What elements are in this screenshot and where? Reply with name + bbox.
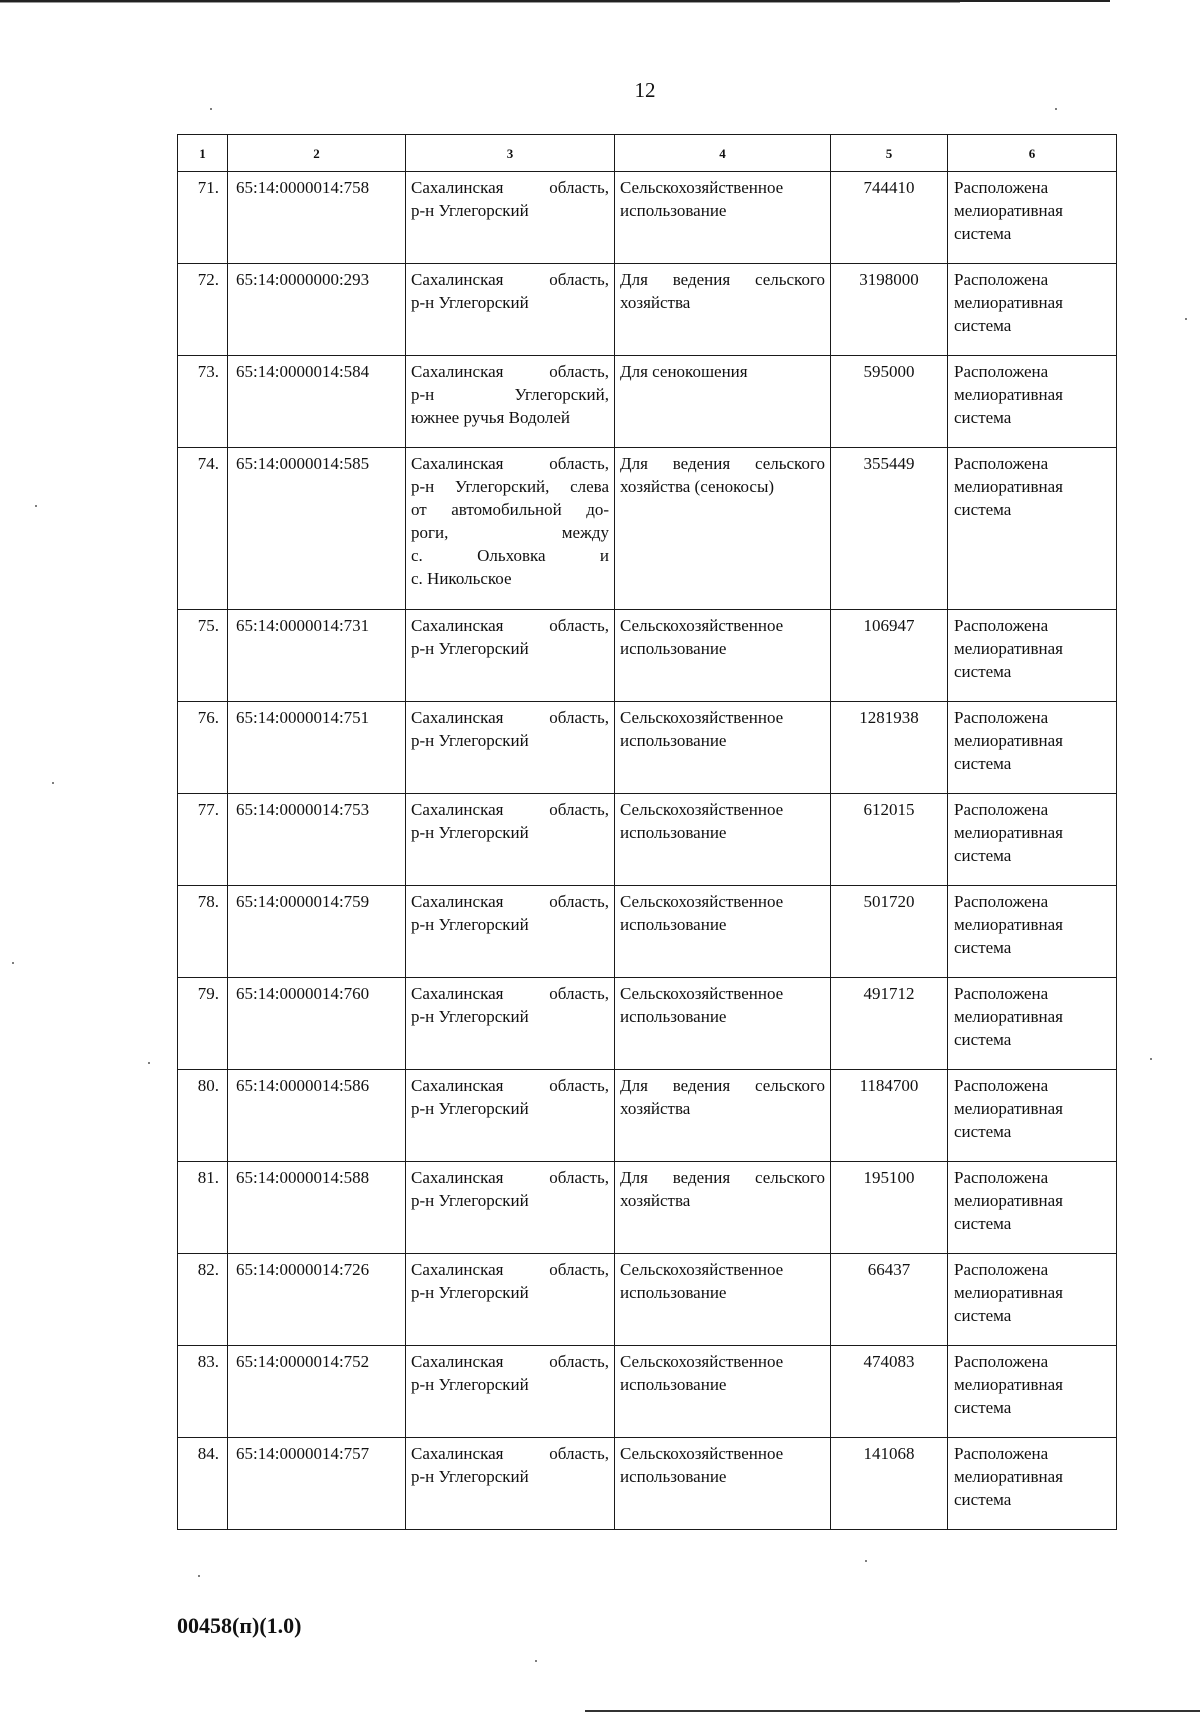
address-line: р-н Углегорский: [411, 293, 529, 312]
note-cell: Расположена мелиоративная система: [948, 448, 1117, 610]
cadastral-number-cell: 65:14:0000014:586: [228, 1070, 406, 1162]
address-line: Сахалинская область,: [411, 708, 609, 727]
row-number-cell: 82.: [178, 1254, 228, 1346]
table-row: [178, 1254, 1117, 1346]
table-row: [178, 356, 1117, 448]
address-line: с. Никольское: [411, 569, 512, 588]
area-cell: 3198000: [831, 264, 948, 356]
address-cell: [406, 1070, 615, 1162]
cadastral-number-cell: 65:14:0000014:588: [228, 1162, 406, 1254]
table-header-row: [178, 135, 1117, 172]
address-line: Сахалинская область,: [411, 984, 609, 1003]
row-number-cell: 84.: [178, 1438, 228, 1530]
permitted-use-cell: Сельскохозяйственное использование: [615, 172, 831, 264]
column-header: 5: [831, 135, 948, 172]
address-line: р-н Углегорский, слева: [411, 477, 609, 496]
row-number-cell: 75.: [178, 610, 228, 702]
table-row: [178, 1070, 1117, 1162]
area-cell: 595000: [831, 356, 948, 448]
row-number-cell: 80.: [178, 1070, 228, 1162]
row-number-cell: 73.: [178, 356, 228, 448]
scan-speck: [1185, 318, 1187, 320]
address-cell: [406, 886, 615, 978]
document-code: 00458(п)(1.0): [177, 1613, 302, 1638]
cadastral-number-cell: 65:14:0000014:751: [228, 702, 406, 794]
cadastral-number-cell: 65:14:0000000:293: [228, 264, 406, 356]
note-cell: Расположена мелиоративная система: [948, 702, 1117, 794]
scan-speck: [1055, 108, 1057, 110]
permitted-use-cell: Для ведения сельского хозяйства (сенокосы): [615, 448, 831, 610]
table-row: [178, 264, 1117, 356]
address-line: р-н Углегорский,: [411, 385, 609, 404]
table-row: [178, 1346, 1117, 1438]
address-cell: [406, 1254, 615, 1346]
address-cell: [406, 264, 615, 356]
row-number-cell: 71.: [178, 172, 228, 264]
cadastral-number-cell: 65:14:0000014:759: [228, 886, 406, 978]
table-row: [178, 172, 1117, 264]
address-cell: [406, 1438, 615, 1530]
table-body: [178, 172, 1117, 1530]
permitted-use-cell: Сельскохозяйственное использование: [615, 886, 831, 978]
note-cell: Расположена мелиоративная система: [948, 1346, 1117, 1438]
scan-speck: [865, 1560, 867, 1562]
row-number-cell: 79.: [178, 978, 228, 1070]
scan-speck: [35, 505, 37, 507]
note-cell: Расположена мелиоративная система: [948, 886, 1117, 978]
address-line: Сахалинская область,: [411, 1444, 609, 1463]
address-line: от автомобильной до-: [411, 500, 609, 519]
address-line: Сахалинская область,: [411, 454, 609, 473]
row-number-cell: 76.: [178, 702, 228, 794]
cadastral-number-cell: 65:14:0000014:731: [228, 610, 406, 702]
scan-speck: [198, 1575, 200, 1577]
cadastral-number-cell: 65:14:0000014:758: [228, 172, 406, 264]
table-row: [178, 448, 1117, 610]
address-line: р-н Углегорский: [411, 1007, 529, 1026]
address-line: Сахалинская область,: [411, 270, 609, 289]
note-cell: Расположена мелиоративная система: [948, 1254, 1117, 1346]
table-row: [178, 978, 1117, 1070]
address-cell: [406, 702, 615, 794]
column-header: 4: [615, 135, 831, 172]
scan-top-edge-line-thin: [0, 2, 960, 3]
permitted-use-cell: Сельскохозяйственное использование: [615, 702, 831, 794]
permitted-use-cell: Сельскохозяйственное использование: [615, 610, 831, 702]
permitted-use-cell: Сельскохозяйственное использование: [615, 1438, 831, 1530]
area-cell: 474083: [831, 1346, 948, 1438]
permitted-use-cell: Для сенокошения: [615, 356, 831, 448]
row-number-cell: 81.: [178, 1162, 228, 1254]
cadastral-number-cell: 65:14:0000014:753: [228, 794, 406, 886]
scan-speck: [1150, 1058, 1152, 1060]
address-cell: [406, 356, 615, 448]
address-line: р-н Углегорский: [411, 823, 529, 842]
table-row: [178, 610, 1117, 702]
address-line: Сахалинская область,: [411, 1352, 609, 1371]
address-line: Сахалинская область,: [411, 892, 609, 911]
address-cell: [406, 1346, 615, 1438]
column-header: 6: [948, 135, 1117, 172]
address-cell: [406, 794, 615, 886]
area-cell: 1184700: [831, 1070, 948, 1162]
cadastral-number-cell: 65:14:0000014:584: [228, 356, 406, 448]
area-cell: 66437: [831, 1254, 948, 1346]
note-cell: Расположена мелиоративная система: [948, 1162, 1117, 1254]
row-number-cell: 74.: [178, 448, 228, 610]
area-cell: 106947: [831, 610, 948, 702]
table-row: [178, 1438, 1117, 1530]
address-line: с. Ольховка и: [411, 546, 609, 565]
area-cell: 355449: [831, 448, 948, 610]
table-row: [178, 1162, 1117, 1254]
note-cell: Расположена мелиоративная система: [948, 1438, 1117, 1530]
address-line: р-н Углегорский: [411, 1191, 529, 1210]
address-line: р-н Углегорский: [411, 1283, 529, 1302]
column-header: 1: [178, 135, 228, 172]
address-line: р-н Углегорский: [411, 915, 529, 934]
address-line: южнее ручья Водолей: [411, 408, 571, 427]
column-header: 2: [228, 135, 406, 172]
permitted-use-cell: Сельскохозяйственное использование: [615, 978, 831, 1070]
address-line: Сахалинская область,: [411, 362, 609, 381]
address-line: Сахалинская область,: [411, 616, 609, 635]
address-line: Сахалинская область,: [411, 178, 609, 197]
area-cell: 491712: [831, 978, 948, 1070]
scan-speck: [12, 962, 14, 964]
address-cell: [406, 448, 615, 610]
area-cell: 195100: [831, 1162, 948, 1254]
row-number-cell: 78.: [178, 886, 228, 978]
permitted-use-cell: Сельскохозяйственное использование: [615, 1254, 831, 1346]
area-cell: 1281938: [831, 702, 948, 794]
note-cell: Расположена мелиоративная система: [948, 978, 1117, 1070]
address-line: Сахалинская область,: [411, 1168, 609, 1187]
address-line: р-н Углегорский: [411, 201, 529, 220]
address-line: Сахалинская область,: [411, 800, 609, 819]
table-row: [178, 702, 1117, 794]
column-header: 3: [406, 135, 615, 172]
address-line: р-н Углегорский: [411, 639, 529, 658]
scan-speck: [210, 108, 212, 110]
address-line: р-н Углегорский: [411, 1099, 529, 1118]
cadastral-number-cell: 65:14:0000014:757: [228, 1438, 406, 1530]
permitted-use-cell: Для ведения сельского хозяйства: [615, 264, 831, 356]
note-cell: Расположена мелиоративная система: [948, 1070, 1117, 1162]
page-number: 12: [634, 78, 656, 102]
address-line: Сахалинская область,: [411, 1076, 609, 1095]
area-cell: 612015: [831, 794, 948, 886]
table-row: [178, 794, 1117, 886]
cadastral-number-cell: 65:14:0000014:585: [228, 448, 406, 610]
land-parcels-table: [177, 134, 1117, 1530]
address-line: р-н Углегорский: [411, 1375, 529, 1394]
area-cell: 501720: [831, 886, 948, 978]
row-number-cell: 72.: [178, 264, 228, 356]
area-cell: 744410: [831, 172, 948, 264]
note-cell: Расположена мелиоративная система: [948, 172, 1117, 264]
scan-speck: [535, 1660, 537, 1662]
scan-speck: [148, 1062, 150, 1064]
area-cell: 141068: [831, 1438, 948, 1530]
permitted-use-cell: Сельскохозяйственное использование: [615, 1346, 831, 1438]
address-cell: [406, 610, 615, 702]
address-cell: [406, 1162, 615, 1254]
address-line: роги, между: [411, 523, 609, 542]
scan-speck: [52, 782, 54, 784]
permitted-use-cell: Для ведения сельского хозяйства: [615, 1070, 831, 1162]
permitted-use-cell: Сельскохозяйственное использование: [615, 794, 831, 886]
address-line: р-н Углегорский: [411, 1467, 529, 1486]
row-number-cell: 83.: [178, 1346, 228, 1438]
note-cell: Расположена мелиоративная система: [948, 356, 1117, 448]
table-row: [178, 886, 1117, 978]
note-cell: Расположена мелиоративная система: [948, 264, 1117, 356]
address-cell: [406, 172, 615, 264]
note-cell: Расположена мелиоративная система: [948, 794, 1117, 886]
cadastral-number-cell: 65:14:0000014:760: [228, 978, 406, 1070]
address-cell: [406, 978, 615, 1070]
cadastral-number-cell: 65:14:0000014:726: [228, 1254, 406, 1346]
permitted-use-cell: Для ведения сельского хозяйства: [615, 1162, 831, 1254]
note-cell: Расположена мелиоративная система: [948, 610, 1117, 702]
row-number-cell: 77.: [178, 794, 228, 886]
address-line: Сахалинская область,: [411, 1260, 609, 1279]
address-line: р-н Углегорский: [411, 731, 529, 750]
cadastral-number-cell: 65:14:0000014:752: [228, 1346, 406, 1438]
